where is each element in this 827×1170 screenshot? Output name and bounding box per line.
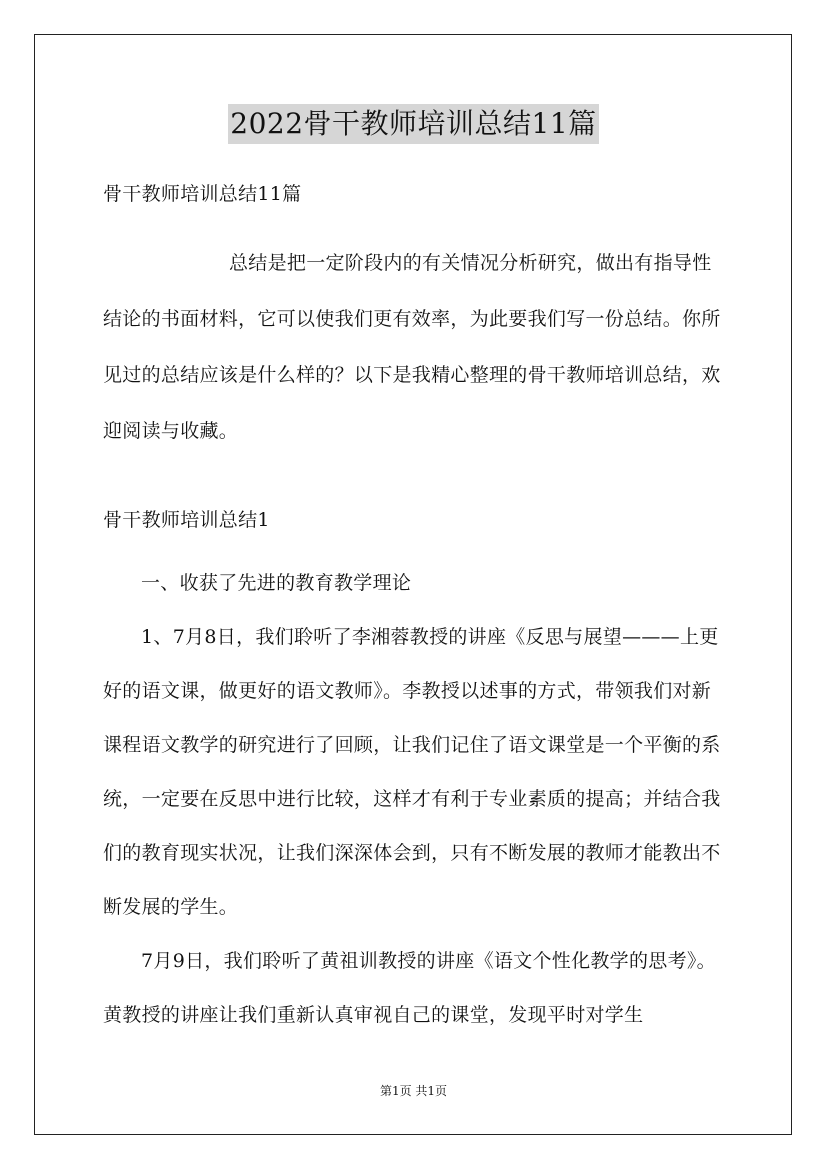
paragraph: 7月9日，我们聆听了黄祖训教授的讲座《语文个性化教学的思考》。黄教授的讲座让我们重新认真审视自己的课堂，发现平时对学生 bbox=[103, 950, 716, 1026]
paragraph-heading: 一、收获了先进的教育教学理论 bbox=[141, 572, 412, 594]
intro-paragraph: 总结是把一定阶段内的有关情况分析研究，做出有指导性结论的书面材料，它可以使我们更有效率，为此要我们写一份总结。你所见过的总结应该是什么样的？以下是我精心整理的骨干教师培训总结，欢迎阅读与收藏。 bbox=[103, 252, 721, 442]
page-number-footer: 第1页 共1页 bbox=[379, 1084, 448, 1098]
paragraph: 1、7月8日，我们聆听了李湘蓉教授的讲座《反思与展望———上更好的语文课，做更好的语文教师》。李教授以述事的方式，带领我们对新课程语文教学的研究进行了回顾，让我们记住了语文课堂是一个平衡的系统，一定要在反思中进行比较，这样才有利于专业素质的提高；并结合我们的教育现实状况，让我们深深体会到，只有不断发展的教师才能教出不断发展的学生。 bbox=[103, 626, 721, 918]
section-content bbox=[103, 556, 728, 1042]
document-subtitle: 骨干教师培训总结11篇 bbox=[103, 183, 302, 205]
title-container bbox=[0, 104, 827, 144]
section-heading: 骨干教师培训总结1 bbox=[103, 509, 270, 531]
document-title: 2022骨干教师培训总结11篇 bbox=[228, 104, 598, 144]
